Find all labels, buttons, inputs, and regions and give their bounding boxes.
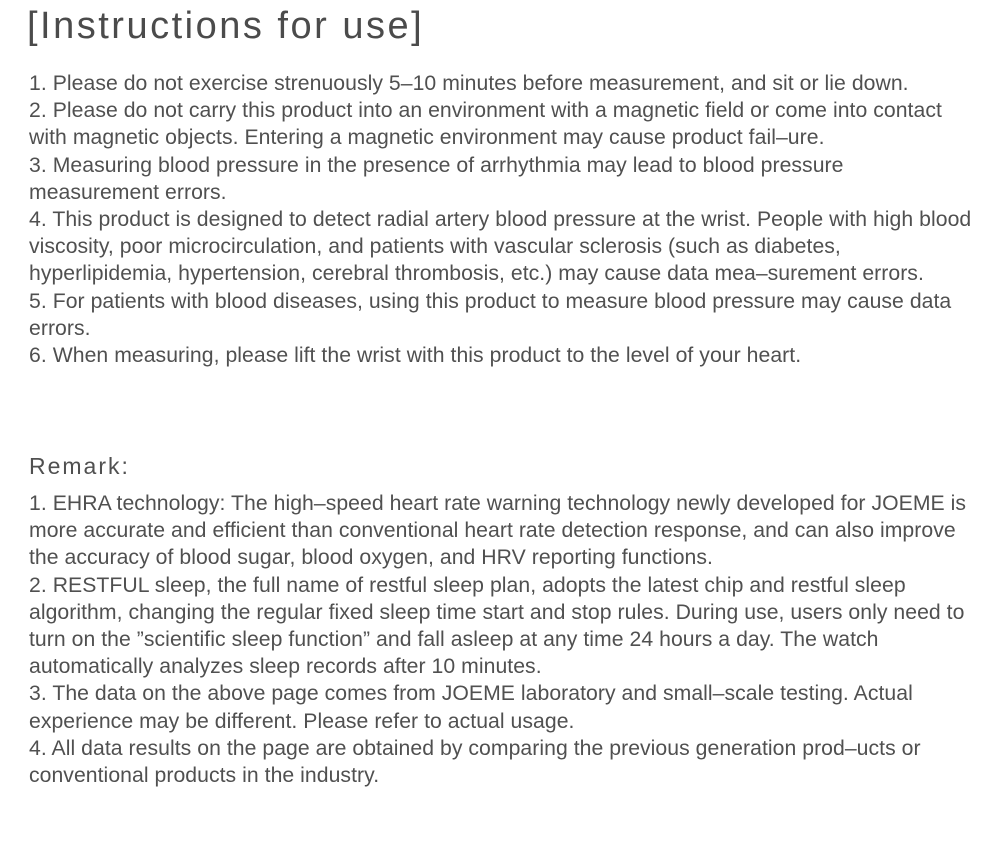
instruction-item: 6. When measuring, please lift the wrist with this product to the level of your heart. (29, 344, 802, 368)
remark-item: 3. The data on the above page comes from JOEME laboratory and small–scale testing. Actual experience may be different. Please refer to actual usage. (29, 682, 913, 733)
page-title: [Instructions for use] (27, 5, 425, 47)
instructions-list (29, 70, 979, 369)
instruction-item: 4. This product is designed to detect radial artery blood pressure at the wrist. People with high blood viscosity, poor microcirculation, and patients with vascular sclerosis (such as diabetes, hyperlipidemia, hypertension, cerebral thrombosis, etc.) may cause data mea–surement errors. (29, 208, 972, 286)
remark-item: 1. EHRA technology: The high–speed heart rate warning technology newly developed for JOEME is more accurate and efficient than conventional heart rate detection response, and can also improve the accuracy of blood sugar, blood oxygen, and HRV reporting functions. (29, 492, 967, 570)
remark-item: 2. RESTFUL sleep, the full name of restful sleep plan, adopts the latest chip and restful sleep algorithm, changing the regular fixed sleep time start and stop rules. During use, users only need to turn on the ”scientific sleep function” and fall asleep at any time 24 hours a day. The watch automatically analyzes sleep records after 10 minutes. (29, 573, 965, 679)
remarks-list (29, 490, 979, 789)
instruction-item: 2. Please do not carry this product into an environment with a magnetic field or come into contact with magnetic objects. Entering a magnetic environment may cause product fail–ure. (29, 99, 942, 150)
instruction-item: 3. Measuring blood pressure in the presence of arrhythmia may lead to blood pressure measurement errors. (29, 153, 844, 204)
instruction-item: 5. For patients with blood diseases, using this product to measure blood pressure may cause data errors. (29, 289, 952, 340)
remark-item: 4. All data results on the page are obtained by comparing the previous generation prod–ucts or conventional products in the industry. (29, 736, 921, 788)
instruction-item: 1. Please do not exercise strenuously 5–10 minutes before measurement, and sit or lie down. (29, 72, 909, 95)
remark-heading: Remark: (29, 453, 130, 479)
